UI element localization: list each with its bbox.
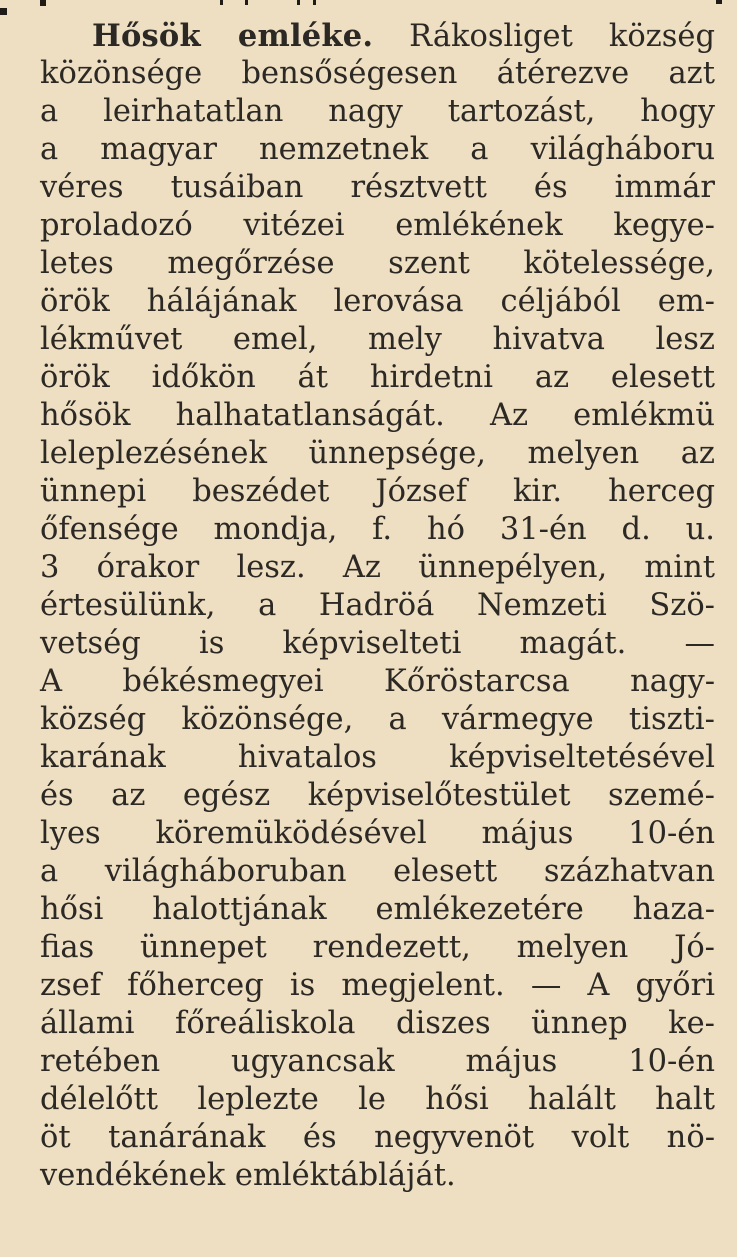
- article-line: A békésmegyei Kőröstarcsa nagy-: [40, 664, 715, 699]
- article-title: Hősök emléke.: [92, 18, 374, 54]
- article-line: örök időkön át hirdetni az elesett: [40, 360, 715, 395]
- article-line: állami főreáliskola diszes ünnep ke-: [40, 1006, 715, 1041]
- article-line: délelőtt leplezte le hősi halált halt: [40, 1082, 715, 1117]
- article-line: a világháboruban elesett százhatvan: [40, 854, 715, 889]
- article-line: hősök halhatatlanságát. Az emlékmü: [40, 398, 715, 433]
- article-line: őfensége mondja, f. hó 31-én d. u.: [40, 512, 715, 547]
- article-line: 3 órakor lesz. Az ünnepélyen, mint: [40, 550, 715, 585]
- article-line: hősi halottjának emlékezetére haza-: [40, 892, 715, 927]
- article-line: és az egész képviselőtestület szemé-: [40, 778, 715, 813]
- article-line: a leirhatatlan nagy tartozást, hogy: [40, 94, 715, 129]
- article-line: retében ugyancsak május 10-én: [40, 1044, 715, 1079]
- article-line: vendékének emléktábláját.: [40, 1158, 456, 1193]
- article-line: zsef főherceg is megjelent. — A győri: [40, 968, 715, 1003]
- article-line: proladozó vitézei emlékének kegye-: [40, 208, 715, 243]
- article-line: öt tanárának és negyvenöt volt nö-: [40, 1120, 715, 1155]
- article-line: közönsége bensőségesen átérezve azt: [40, 56, 715, 91]
- article-line: a magyar nemzetnek a világháboru: [40, 132, 715, 167]
- article-line: leleplezésének ünnepsége, melyen az: [40, 436, 715, 471]
- article-line: fias ünnepet rendezett, melyen Jó-: [40, 930, 715, 965]
- article-line: község közönsége, a vármegye tiszti-: [40, 702, 715, 737]
- article-line: karának hivatalos képviseltetésével: [40, 740, 715, 775]
- article-line-text: Rákosliget község: [409, 19, 715, 54]
- article-line: vetség is képviselteti magát. —: [40, 626, 715, 661]
- article-line: [92, 17, 715, 55]
- article-line: értesülünk, a Hadröá Nemzeti Szö-: [40, 588, 715, 623]
- article-line: letes megőrzése szent kötelessége,: [40, 246, 715, 281]
- article-line: ünnepi beszédet József kir. herceg: [40, 474, 715, 509]
- article-line: lyes köremüködésével május 10-én: [40, 816, 715, 851]
- article-line: örök hálájának lerovása céljából em-: [40, 284, 715, 319]
- article-line: véres tusáiban résztvett és immár: [40, 170, 715, 205]
- article-line: lékművet emel, mely hivatva lesz: [40, 322, 715, 357]
